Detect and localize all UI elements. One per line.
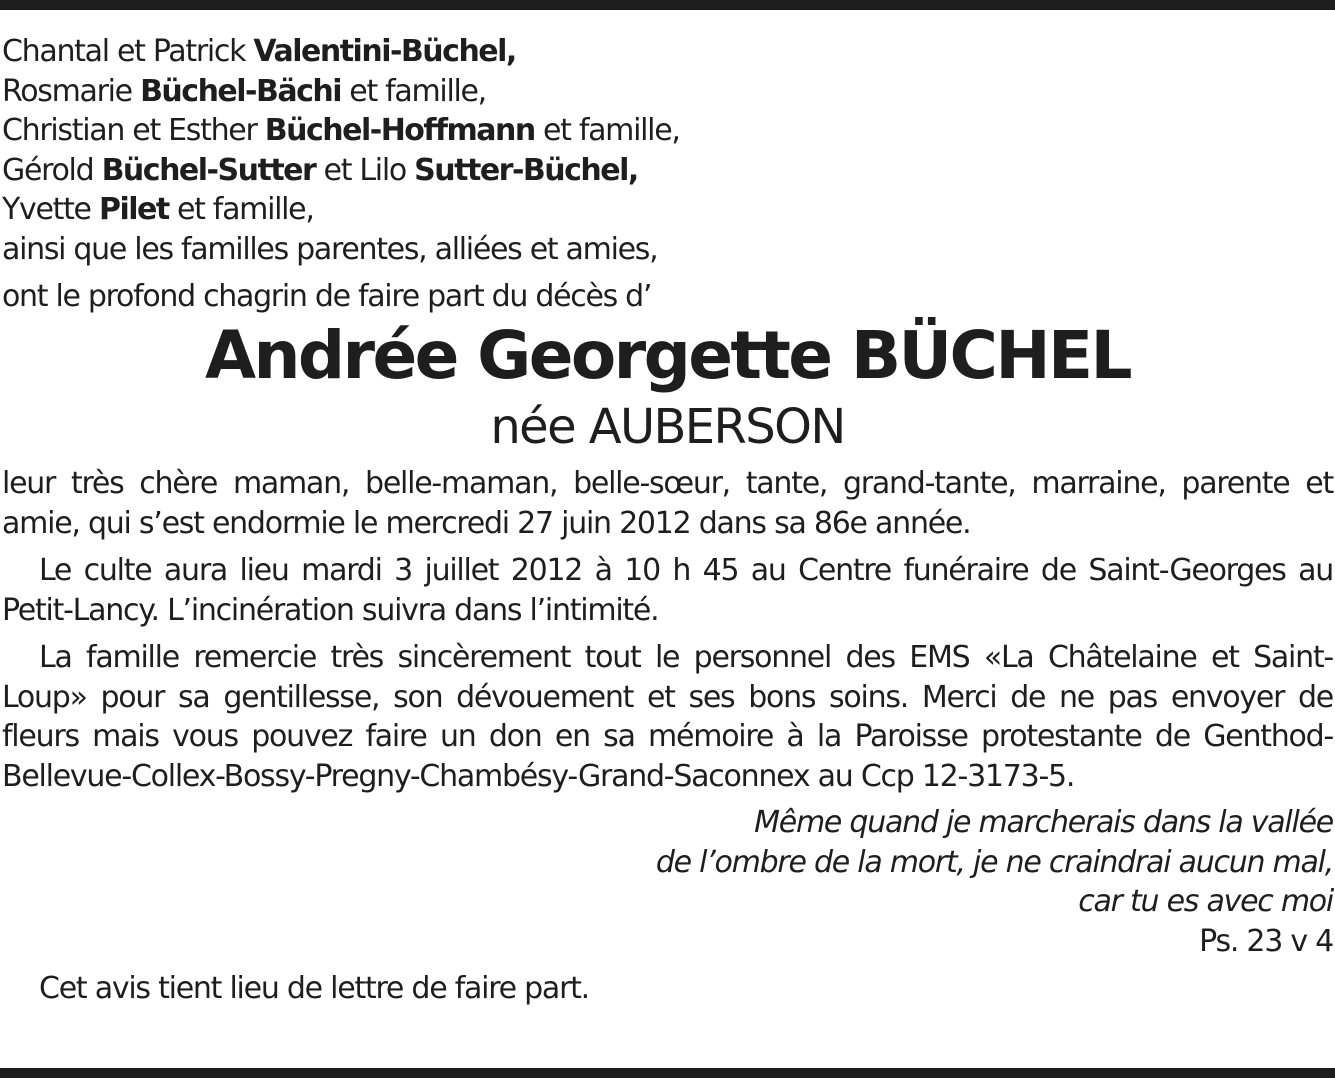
family-text: Gérold: [2, 152, 102, 188]
obituary-notice: [2, 32, 1333, 1009]
family-surname: Büchel-Bächi: [140, 73, 342, 109]
verse-line: Même quand je marcherais dans la vallée: [754, 805, 1333, 840]
family-line: [2, 111, 1333, 151]
family-line: [2, 72, 1333, 112]
family-text: Rosmarie: [2, 73, 141, 109]
bottom-border-rule: [0, 1068, 1335, 1078]
family-line: [2, 151, 1333, 191]
family-surname: Valentini-Büchel,: [253, 34, 516, 69]
family-surname: Büchel-Hoffmann: [264, 113, 535, 148]
verse-reference: Ps. 23 v 4: [1199, 923, 1333, 959]
family-text: Yvette: [2, 192, 99, 227]
family-line: [2, 32, 1333, 72]
family-text: et Lilo: [315, 152, 415, 188]
family-text: Chantal et Patrick: [2, 34, 254, 69]
description-paragraph: leur très chère maman, belle-maman, belle-sœur, tante, grand-tante, marraine, parente et amie, qui s’est endormie le mercredi 27 juin 2012 dans sa 86e année.: [2, 466, 1333, 541]
family-surname: Sutter-Büchel,: [414, 152, 638, 188]
family-text: et famille,: [341, 73, 486, 109]
family-surname: Büchel-Sutter: [101, 152, 316, 188]
family-surname: Pilet: [98, 192, 169, 227]
deceased-name: Andrée Georgette BÜCHEL: [205, 317, 1130, 394]
family-list: [2, 32, 1333, 269]
verse-line: de l’ombre de la mort, je ne craindrai aucun mal,: [655, 844, 1333, 880]
family-line: [2, 190, 1333, 230]
ceremony-paragraph: Le culte aura lieu mardi 3 juillet 2012 à 10 h 45 au Centre funéraire de Saint-Georges au Petit-Lancy. L’incinération suivra dans l’intimité.: [2, 553, 1333, 628]
verse-line: car tu es avec moi: [1078, 884, 1333, 919]
family-line: [2, 230, 1333, 270]
family-text: Christian et Esther: [2, 113, 265, 148]
family-text: et famille,: [168, 192, 314, 227]
closing-note: Cet avis tient lieu de lettre de faire part.: [39, 971, 589, 1006]
announcement-intro: ont le profond chagrin de faire part du décès d’: [2, 279, 652, 314]
deceased-maiden-name: née AUBERSON: [490, 399, 845, 455]
family-text: ainsi que les familles parentes, alliées et amies,: [2, 231, 658, 267]
family-text: et famille,: [534, 113, 680, 148]
top-border-rule: [0, 0, 1335, 10]
thanks-paragraph: La famille remercie très sincèrement tout le personnel des EMS «La Châtelaine et Saint-Loup» pour sa gentillesse, son dévouement et ses bons soins. Merci de ne pas envoyer de fleurs mais vous pouvez faire un don en sa mémoire à la Paroisse protestante de Genthod-Bellevue-Collex-Bossy-Pregny-Chambésy-Grand-Saconnex au Ccp 12-3173-5.: [2, 640, 1333, 794]
bible-verse: [2, 803, 1333, 961]
